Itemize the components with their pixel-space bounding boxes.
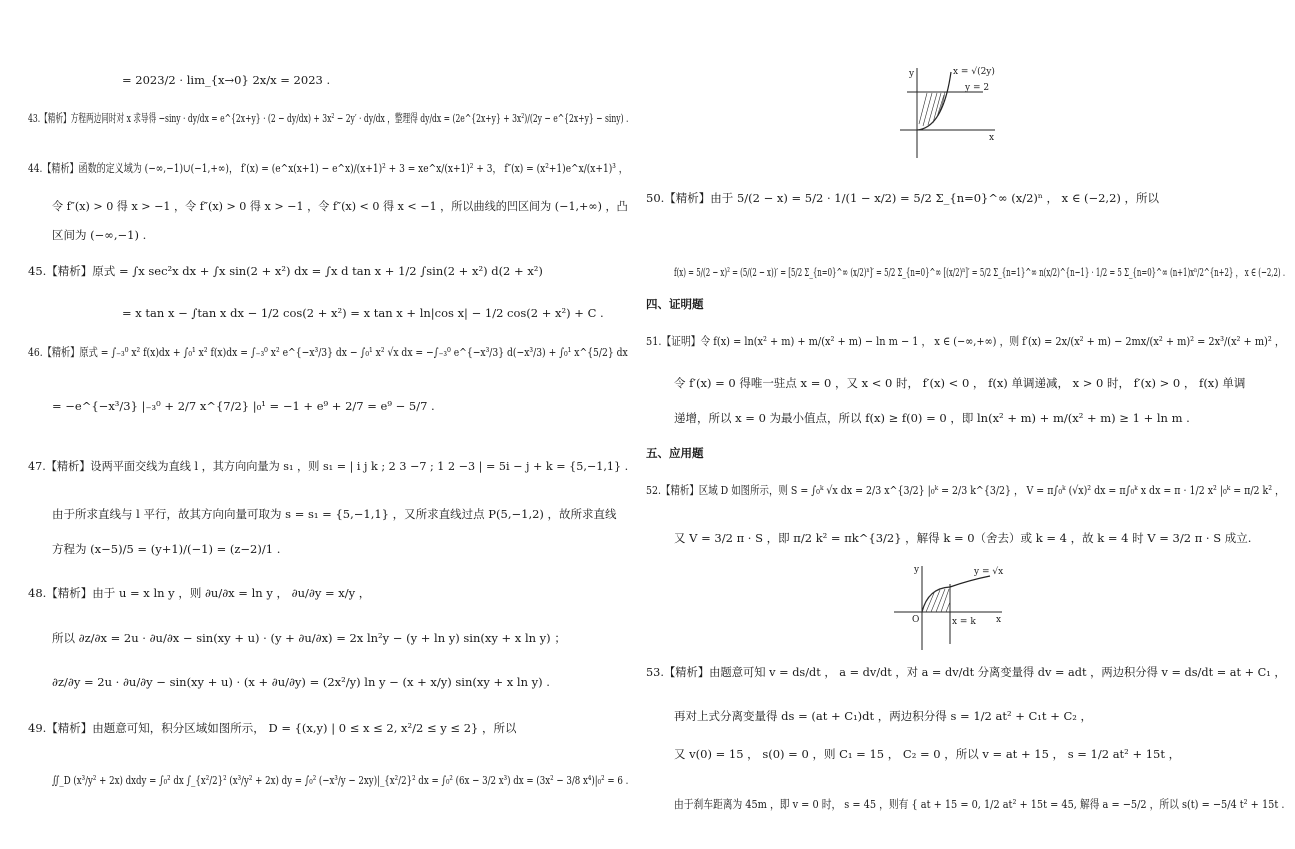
proof-51: 51.【证明】令 f(x) = ln(x² + m) + m/(x² + m) − ln m − 1 ， x ∈ (−∞,+∞) ，则 f′(x) = 2x/(x² + m) − 2mx/(x² + m)² = 2x³/(x² + m)² ， xyxy=(646,334,1285,348)
solution-45-line2: = x tan x − ∫tan x dx − 1/2 cos(2 + x²) = x tan x + ln|cos x| − 1/2 cos(2 + x²) + C . xyxy=(122,306,604,320)
solution-44-line2: 令 f″(x) > 0 得 x > −1 ，令 f″(x) > 0 得 x > −1 ，令 f″(x) < 0 得 x < −1 ，所以曲线的凹区间为 (−1,+∞) ，凸 xyxy=(52,199,628,213)
fig2-origin-label: O xyxy=(912,615,920,625)
fig2-curve-label: y = √x xyxy=(974,567,1004,577)
solution-45: 45.【精析】原式 = ∫x sec²x dx + ∫x sin(2 + x²) dx = ∫x d tan x + 1/2 ∫sin(2 + x²) d(2 + x²) xyxy=(28,264,543,278)
solution-50: 50.【精析】由于 5/(2 − x) = 5/2 · 1/(1 − x/2) = 5/2 Σ_{n=0}^∞ (x/2)ⁿ ， x ∈ (−2,2) ，所以 xyxy=(646,191,1160,205)
solution-48-line2: 所以 ∂z/∂x = 2u · ∂u/∂x − sin(xy + u) · (y + ∂u/∂x) = 2x ln²y − (y + ln y) sin(xy + x ln y) ； xyxy=(52,631,566,645)
section-application-heading: 五、应用题 xyxy=(646,446,704,460)
solution-52: 52.【精析】区域 D 如图所示，则 S = ∫₀ᵏ √x dx = 2/3 x^{3/2} |₀ᵏ = 2/3 k^{3/2} ， V = π∫₀ᵏ (√x)² dx = π∫₀ᵏ x dx = π · 1/2 x² |₀ᵏ = π/2 k² ， xyxy=(646,483,1285,497)
fig2-y-axis-label: y xyxy=(914,565,920,575)
fig2-x-axis-label: x xyxy=(996,615,1002,625)
eq-continuation: = 2023/2 · lim_{x→0} 2x/x = 2023 . xyxy=(122,73,331,87)
fig2-k-label: x = k xyxy=(952,617,976,627)
solution-53-line2: 再对上式分离变量得 ds = (at + C₁)dt ，两边积分得 s = 1/2 at² + C₁t + C₂ ， xyxy=(674,709,1093,723)
solution-52-line2: 又 V = 3/2 π · S ，即 π/2 k² = πk^{3/2} ，解得 k = 0（舍去）或 k = 4 ，故 k = 4 时 V = 3/2 π · S 成立. xyxy=(674,531,1252,545)
solution-47-line3: 方程为 (x−5)/5 = (y+1)/(−1) = (z−2)/1 . xyxy=(52,542,281,556)
solution-53-line3: 又 v(0) = 15 ， s(0) = 0 ，则 C₁ = 15 ， C₂ = 0 ，所以 v = at + 15 ， s = 1/2 at² + 15t ， xyxy=(674,747,1181,761)
fig1-line-label: y = 2 xyxy=(965,83,990,93)
proof-51-line2: 令 f′(x) = 0 得唯一驻点 x = 0 ，又 x < 0 时， f′(x) < 0 ， f(x) 单调递减， x > 0 时， f′(x) > 0 ， f(x) 单调 xyxy=(674,376,1246,390)
solution-53: 53.【精析】由题意可知 v = ds/dt ， a = dv/dt ，对 a = dv/dt 分离变量得 dv = adt ，两边积分得 v = ds/dt = at + C₁ ， xyxy=(646,665,1286,679)
section-proof-heading: 四、证明题 xyxy=(646,297,704,311)
solution-53-line4: 由于刹车距离为 45m ，即 v = 0 时， s = 45 ，则有 { at + 15 = 0, 1/2 at² + 15t = 45, 解得 a = −5/2 ，所以 s(t) = −5/4 t² + 15t . xyxy=(674,797,1285,811)
solution-47-line2: 由于所求直线与 l 平行，故其方向向量可取为 s = s₁ = {5,−1,1} ，又所求直线过点 P(5,−1,2) ，故所求直线 xyxy=(52,507,617,521)
solution-48: 48.【精析】由于 u = x ln y ，则 ∂u/∂x = ln y ， ∂u/∂y = x/y ， xyxy=(28,586,371,600)
solution-46-line2: = −e^{−x³/3} |₋₃⁰ + 2/7 x^{7/2} |₀¹ = −1 + e⁹ + 2/7 = e⁹ − 5/7 . xyxy=(52,399,435,413)
solution-44: 44.【精析】函数的定义域为 (−∞,−1)∪(−1,+∞)， f′(x) = (e^x(x+1) − e^x)/(x+1)² + 3 = xe^x/(x+1)² + 3， f″(x) = (x²+1)e^x/(x+1)³ ， xyxy=(28,161,628,175)
figure-region-52 xyxy=(890,562,1010,654)
solution-43: 43.【精析】方程两边同时对 x 求导得 −siny · dy/dx = e^{2x+y} · (2 − dy/dx) + 3x² − 2y′ · dy/dx ，整理得 dy/dx = (2e^{2x+y} + 3x²)/(2y − e^{2x+y} − siny) . xyxy=(28,111,629,125)
figure-region-49 xyxy=(895,62,1005,162)
solution-44-line3: 区间为 (−∞,−1) . xyxy=(52,228,147,242)
solution-49-line2: ∬_D (x³/y² + 2x) dxdy = ∫₀² dx ∫_{x²/2}² (x³/y² + 2x) dy = ∫₀² (−x³/y − 2xy)|_{x²/2}² dx = ∫₀² (6x − 3/2 x³) dx = (3x² − 3/8 x⁴)|₀² = 6 . xyxy=(52,773,629,787)
solution-46: 46.【精析】原式 = ∫₋₃⁰ x² f(x)dx + ∫₀¹ x² f(x)dx = ∫₋₃⁰ x² e^{−x³/3} dx − ∫₀¹ x² √x dx = −∫₋₃⁰ e^{−x³/3} d(−x³/3) + ∫₀¹ x^{5/2} dx xyxy=(28,345,628,359)
fig1-x-axis-label: x xyxy=(989,133,995,143)
solution-47: 47.【精析】设两平面交线为直线 l ，其方向向量为 s₁ ，则 s₁ = | i j k ; 2 3 −7 ; 1 2 −3 | = 5i − j + k = {5,−1,1} . xyxy=(28,459,629,473)
solution-49: 49.【精析】由题意可知，积分区域如图所示， D = {(x,y) | 0 ≤ x ≤ 2, x²/2 ≤ y ≤ 2} ，所以 xyxy=(28,721,517,735)
solution-48-line3: ∂z/∂y = 2u · ∂u/∂y − sin(xy + u) · (x + ∂u/∂y) = (2x²/y) ln y − (x + x/y) sin(xy + x ln y) . xyxy=(52,675,550,689)
fig1-y-axis-label: y xyxy=(909,69,915,79)
solution-50-line2: f(x) = 5/(2 − x)² = (5/(2 − x))′ = [5/2 Σ_{n=0}^∞ (x/2)ⁿ]′ = 5/2 Σ_{n=0}^∞ [(x/2)ⁿ]′ = 5/2 Σ_{n=1}^∞ n(x/2)^{n−1} · 1/2 = 5 Σ_{n=0}^∞ (n+1)xⁿ/2^{n+2} ， x ∈ (−2,2) . xyxy=(674,265,1286,279)
proof-51-line3: 递增，所以 x = 0 为最小值点，所以 f(x) ≥ f(0) = 0 ，即 ln(x² + m) + m/(x² + m) ≥ 1 + ln m . xyxy=(674,411,1190,425)
fig1-curve-label: x = √(2y) xyxy=(953,67,995,77)
